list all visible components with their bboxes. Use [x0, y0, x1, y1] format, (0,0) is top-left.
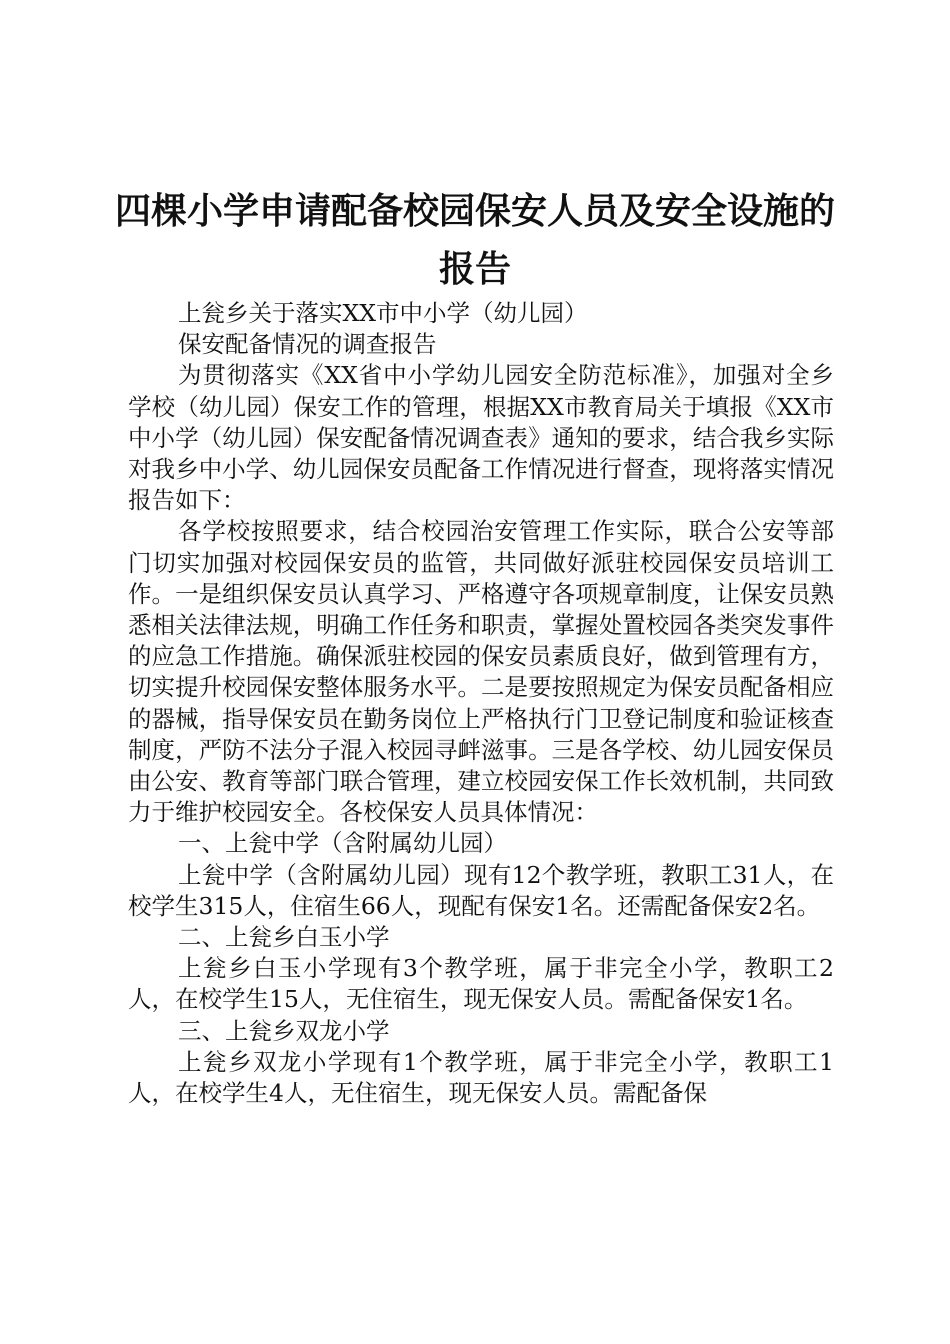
section-heading-1: 一、上瓮中学（含附属幼儿园） — [178, 829, 507, 858]
subtitle-line-2: 保安配备情况的调查报告 — [178, 330, 437, 359]
document-body — [128, 298, 834, 1109]
paragraph-intro: 为贯彻落实《XX省中小学幼儿园安全防范标准》，加强对全乡学校（幼儿园）保安工作的管理，根据XX市教育局关于填报《XX市中小学（幼儿园）保安配备情况调查表》通知的要求，结合我乡实际对我乡中小学、幼儿园保安员配备工作情况进行督查，现将落实情况报告如下： — [128, 361, 834, 515]
section-heading-2: 二、上瓮乡白玉小学 — [178, 923, 390, 952]
section-paragraph-2: 上瓮乡白玉小学现有3个教学班，属于非完全小学，教职工2人，在校学生15人，无住宿生，现无保安人员。需配备保安1名。 — [128, 954, 834, 1014]
document-title-line-2: 报告 — [438, 249, 511, 290]
section-paragraph-1: 上瓮中学（含附属幼儿园）现有12个教学班，教职工31人，在校学生315人，住宿生66人，现配有保安1名。还需配备保安2名。 — [128, 860, 834, 920]
subtitle-line-1: 上瓮乡关于落实XX市中小学（幼儿园） — [178, 299, 588, 327]
document-title-line-1: 四棵小学申请配备校园保安人员及安全设施的 — [114, 191, 835, 232]
section-paragraph-3: 上瓮乡双龙小学现有1个教学班，属于非完全小学，教职工1人，在校学生4人，无住宿生，现无保安人员。需配备保 — [128, 1047, 834, 1108]
paragraph-measures: 各学校按照要求，结合校园治安管理工作实际，联合公安等部门切实加强对校园保安员的监管，共同做好派驻校园保安员培训工作。一是组织保安员认真学习、严格遵守各项规章制度，让保安员熟悉相关法律法规，明确工作任务和职责，掌握处置校园各类突发事件的应急工作措施。确保派驻校园的保安员素质良好，做到管理有方，切实提升校园保安整体服务水平。二是要按照规定为保安员配备相应的器械，指导保安员在勤务岗位上严格执行门卫登记制度和验证核查制度，严防不法分子混入校园寻衅滋事。三是各学校、幼儿园安保员由公安、教育等部门联合管理，建立校园安保工作长效机制，共同致力于维护校园安全。各校保安人员具体情况： — [128, 517, 834, 827]
section-heading-3: 三、上瓮乡双龙小学 — [178, 1016, 390, 1045]
